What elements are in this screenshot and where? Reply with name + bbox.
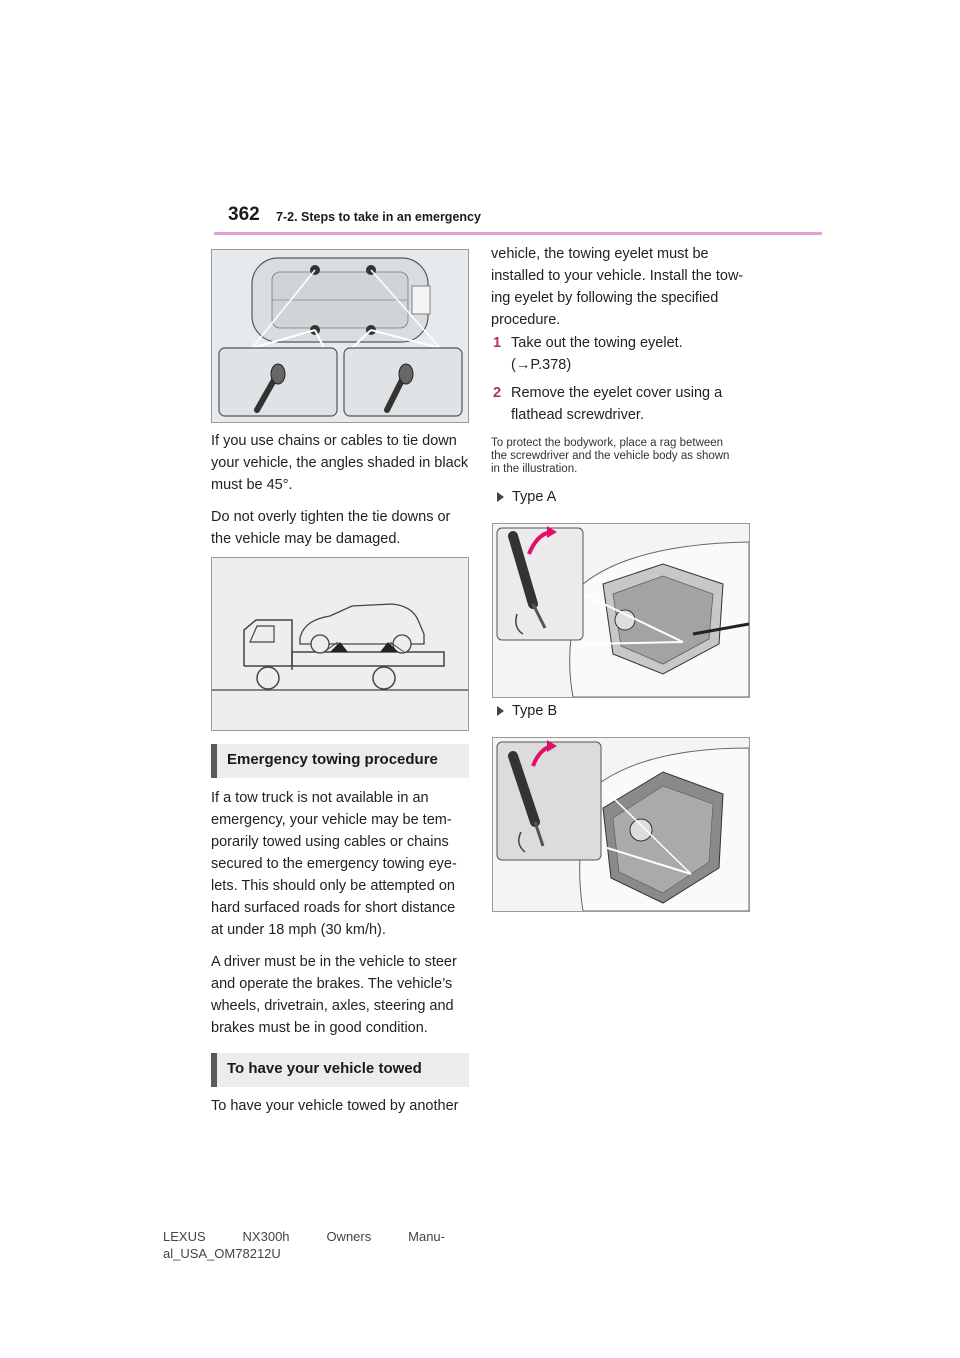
bodywork-note: To protect the bodywork, place a rag between the screwdriver and the vehicle body as shown in the illustration. [491,437,730,475]
emergency-driver-text: A driver must be in the vehicle to steer and operate the brakes. The vehicle’s wheels, drivetrain, axles, steering and brakes must be in good condition. [211,954,457,1036]
type-a-text: Type A [512,489,557,505]
step-1 [493,332,753,376]
truck-tiedown-figure [211,557,469,731]
towed-text: To have your vehicle towed by another [211,1098,459,1114]
step-1-number: 1 [493,335,502,351]
emergency-towing-text: If a tow truck is not available in an emergency, your vehicle may be tem-porarily towed using cables or chains secured to the emergency towing eye-lets. This should only be attempted on hard surfaced roads for short distance at under 18 mph (30 km/h). [211,790,457,938]
type-b-label [497,703,557,719]
footer-word-3: Owners [326,1229,372,1244]
continuation-text: vehicle, the towing eyelet must be installed to your vehicle. Install the tow-ing eyelet by following the specified procedure. [491,246,744,328]
heading-emergency-towing: Emergency towing procedure [211,744,469,778]
header-rule [214,232,822,235]
footer-word-4: Manu- [408,1229,445,1244]
footer-line-2: al_USA_OM78212U [163,1246,281,1261]
arrow-right-icon [497,706,504,716]
footer-word-2: NX300h [242,1229,290,1244]
type-a-figure [492,523,750,698]
section-title: 7-2. Steps to take in an emergency [276,210,481,224]
step-1-page-ref[interactable]: (→P.378) [511,357,572,373]
footer-word-1: LEXUS [163,1229,206,1244]
step-2-text: Remove the eyelet cover using a flathead screwdriver. [511,385,723,423]
type-b-text: Type B [512,703,558,719]
type-a-label [497,489,556,505]
type-b-figure [492,737,750,912]
page-number: 362 [228,204,260,225]
footer-manual-id [163,1228,463,1262]
underbody-tiedown-figure [211,249,469,423]
arrow-right-icon [497,492,504,502]
step-2-number: 2 [493,385,502,401]
tie-down-caution-text: Do not overly tighten the tie downs or the vehicle may be damaged. [211,509,451,547]
step-1-text: Take out the towing eyelet. [511,335,683,351]
tie-down-angle-text: If you use chains or cables to tie down your vehicle, the angles shaded in black must be 45°. [211,433,469,493]
step-2 [493,382,739,426]
heading-vehicle-towed: To have your vehicle towed [211,1053,469,1087]
